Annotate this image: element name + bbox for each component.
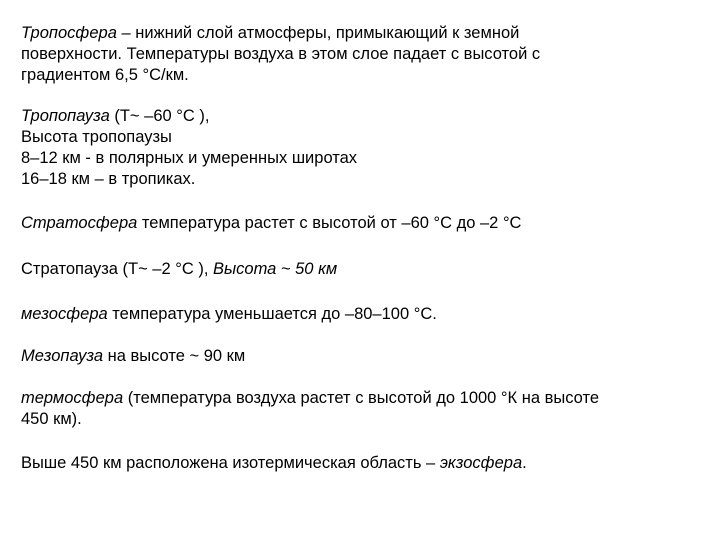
mesosphere-paragraph: [21, 304, 701, 325]
thermosphere-text: (температура воздуха растет с высотой до 1000 °К на высоте: [123, 389, 600, 407]
tropopause-term: Тропопауза: [21, 107, 110, 125]
stratosphere-paragraph: [21, 213, 701, 234]
stratopause-height: Высота ~ 50 км: [213, 260, 338, 278]
troposphere-line-3: градиентом 6,5 °С/км.: [21, 66, 189, 84]
exosphere-period: .: [522, 454, 527, 472]
mesosphere-text: температура уменьшается до –80–100 °С.: [107, 305, 437, 323]
thermosphere-line-2: 450 км).: [21, 410, 82, 428]
thermosphere-line-1: [21, 388, 701, 409]
tropopause-line-1: [21, 106, 701, 127]
exosphere-text: Выше 450 км расположена изотермическая область –: [21, 454, 440, 472]
mesopause-line: [21, 346, 701, 367]
mesopause-text: на высоте ~ 90 км: [103, 347, 246, 365]
mesosphere-term: мезосфера: [21, 305, 108, 323]
thermosphere-term: термосфера: [21, 389, 124, 407]
exosphere-paragraph: [21, 453, 701, 474]
stratopause-text: Стратопауза (Т~ –2 °С ),: [21, 260, 214, 278]
tropopause-temp: (Т~ –60 °С ),: [109, 107, 210, 125]
exosphere-term: экзосфера: [439, 454, 523, 472]
troposphere-text: – нижний слой атмосферы, примыкающий к земной: [116, 24, 520, 42]
tropopause-paragraph: [21, 106, 701, 190]
stratopause-line: [21, 259, 701, 280]
troposphere-paragraph: [21, 23, 701, 86]
tropopause-height-label: Высота тропопаузы: [21, 128, 172, 146]
troposphere-line-2: поверхности. Температуры воздуха в этом слое падает с высотой с: [21, 45, 541, 63]
troposphere-line-1: [21, 23, 701, 44]
mesopause-paragraph: [21, 346, 701, 367]
mesosphere-line: [21, 304, 701, 325]
tropopause-height-polar: 8–12 км - в полярных и умеренных широтах: [21, 149, 358, 167]
mesopause-term: Мезопауза: [21, 347, 104, 365]
tropopause-height-tropics: 16–18 км – в тропиках.: [21, 170, 196, 188]
stratosphere-term: Стратосфера: [21, 214, 138, 232]
troposphere-term: Тропосфера: [21, 24, 117, 42]
exosphere-line: [21, 453, 701, 474]
stratosphere-line: [21, 213, 701, 234]
stratopause-paragraph: [21, 259, 701, 280]
stratosphere-text: температура растет с высотой от –60 °С до –2 °С: [137, 214, 522, 232]
thermosphere-paragraph: [21, 388, 701, 430]
